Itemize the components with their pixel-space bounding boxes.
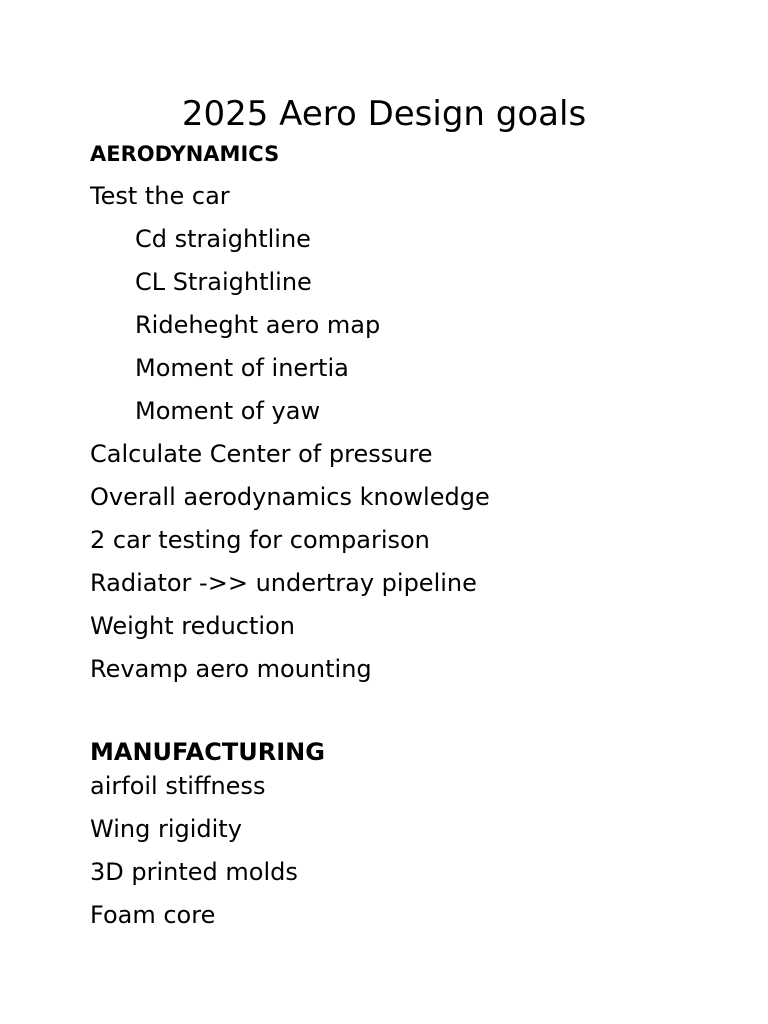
aero-item-center-of-pressure: Calculate Center of pressure [90,440,433,468]
aerodynamics-heading: AERODYNAMICS [90,142,280,166]
mfg-item-foam-core: Foam core [90,901,216,929]
aero-subitem-moment-of-inertia: Moment of inertia [135,354,349,382]
aerodynamics-section [90,139,710,691]
aero-subitem-cl-straightline: CL Straightline [135,268,312,296]
aero-item-weight-reduction: Weight reduction [90,612,295,640]
aero-subitem-cd-straightline: Cd straightline [135,225,311,253]
aero-subitem-rideheight-map: Rideheght aero map [135,311,381,339]
aero-item-radiator-pipeline: Radiator ->> undertray pipeline [90,569,477,597]
aero-item-overall-knowledge: Overall aerodynamics knowledge [90,483,490,511]
aero-subitem-moment-of-yaw: Moment of yaw [135,397,321,425]
mfg-item-3d-printed-molds: 3D printed molds [90,858,298,886]
document-title: 2025 Aero Design goals [181,94,587,134]
aero-item-revamp-mounting: Revamp aero mounting [90,655,372,683]
aero-item-two-car-testing: 2 car testing for comparison [90,526,430,554]
mfg-item-wing-rigidity: Wing rigidity [90,815,242,843]
manufacturing-list [90,765,710,937]
manufacturing-section [90,735,710,937]
mfg-item-airfoil-stiffness: airfoil stiffness [90,772,266,800]
aero-item-test-the-car: Test the car [90,182,230,210]
aerodynamics-list [90,175,710,691]
manufacturing-heading: MANUFACTURING [90,738,325,766]
